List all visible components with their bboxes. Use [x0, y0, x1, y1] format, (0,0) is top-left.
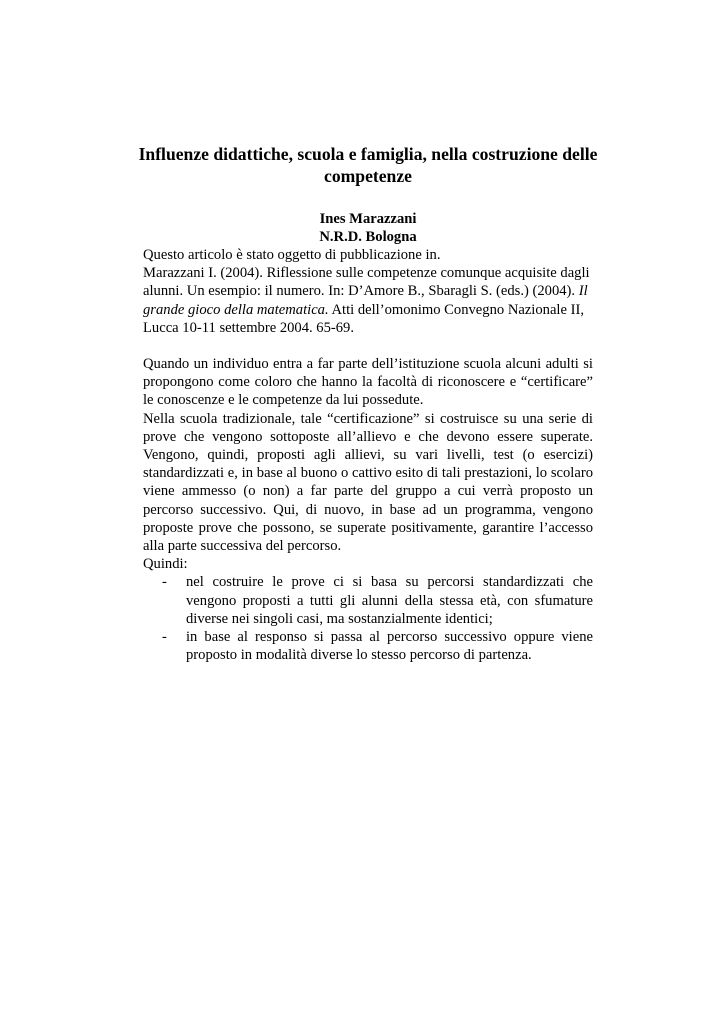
list-item [143, 573, 593, 628]
document-title: Influenze didattiche, scuola e famiglia, nella costruzione delle competenze [138, 144, 598, 186]
author-name: Ines Marazzani [319, 211, 417, 227]
author-block [136, 210, 600, 246]
publication-note: Questo articolo è stato oggetto di pubblicazione in. [143, 247, 441, 263]
bullet-text: nel costruire le prove ci si basa su percorsi standardizzati che vengono proposti a tutti gli alunni della stessa età, con sfumature diverse nei singoli casi, ma sostanzialmente identici; [186, 574, 593, 627]
bullet-marker: - [162, 629, 167, 646]
bullet-marker: - [162, 574, 167, 591]
reference-text-part1: Marazzani I. (2004). Riflessione sulle competenze comunque acquisite dagli alunni. Un esempio: il numero. In: D’Amore B., Sbaragli S. (eds.) (2004). [143, 265, 590, 300]
reference-text-part2: Atti dell’omonimo Convegno Nazionale II, Lucca 10-11 settembre 2004. 65-69. [143, 301, 584, 336]
paragraph-intro: Quando un individuo entra a far parte dell’istituzione scuola alcuni adulti si propongono come coloro che hanno la facoltà di riconoscere e “certificare” le conoscenze e le competenze da lui possedute. [143, 356, 593, 409]
reference-book-title: Il grande gioco della matematica. [143, 283, 588, 318]
paragraph-quindi: Quindi: [143, 556, 188, 573]
paragraph-spacer [143, 337, 593, 355]
publication-reference [143, 264, 593, 337]
list-item [143, 628, 593, 664]
bullet-list [143, 573, 593, 664]
document-body [143, 246, 593, 664]
paragraph-traditional-school: Nella scuola tradizionale, tale “certificazione” si costruisce su una serie di prove che vengono sottoposte all’allievo e che devono essere superate. Vengono, quindi, proposti agli allievi, su vari livelli, test (o esercizi) standardizzati e, in base al buono o cattivo esito di tali prestazioni, lo scolaro viene ammesso (o non) a far parte del gruppo a cui verrà proposto un percorso successivo. Qui, di nuovo, in base ad un programma, vengono proposte prove che possono, se superate positivamente, garantire l’accesso alla parte successiva del percorso. [143, 410, 593, 555]
bullet-text: in base al responso si passa al percorso successivo oppure viene proposto in modalità diverse lo stesso percorso di partenza. [186, 629, 593, 664]
author-affiliation: N.R.D. Bologna [319, 229, 417, 245]
